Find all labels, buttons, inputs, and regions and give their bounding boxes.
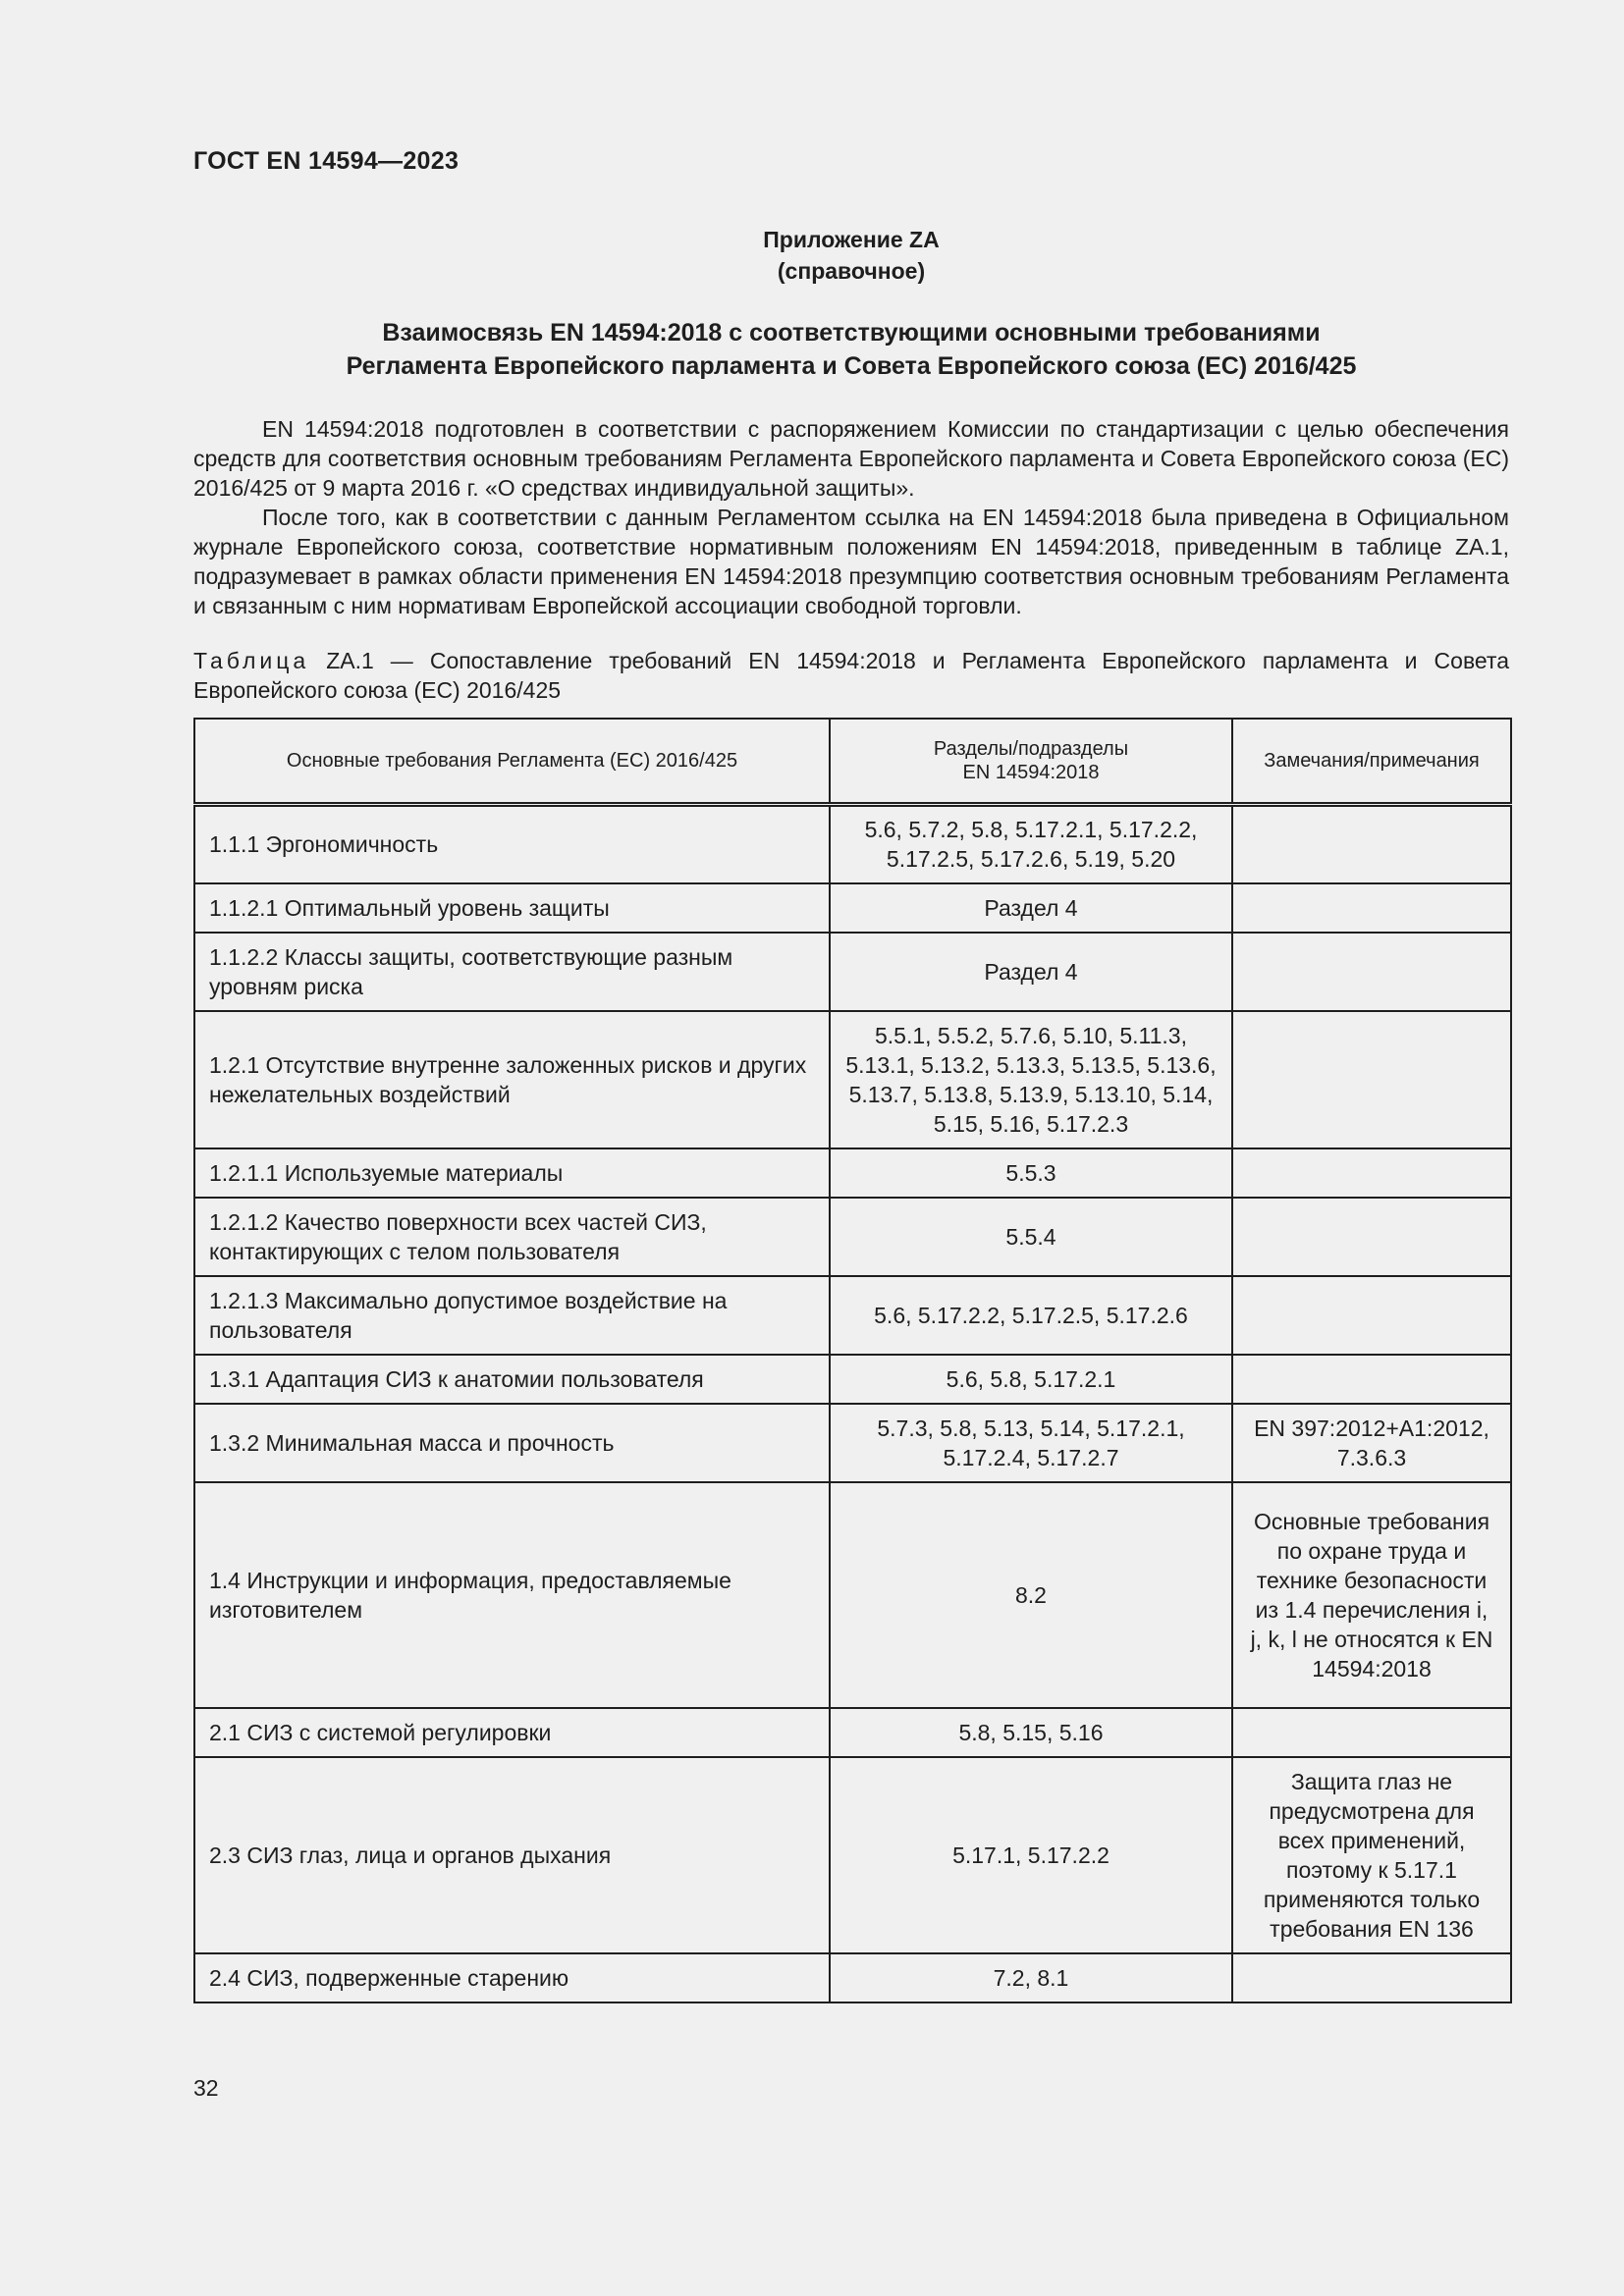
- page-number: 32: [193, 2075, 219, 2101]
- annex-title: Приложение ZA: [763, 227, 940, 252]
- table-row: [194, 933, 1511, 1011]
- requirements-table: [193, 718, 1512, 2003]
- remarks-cell: EN 397:2012+A1:2012, 7.3.6.3: [1232, 1404, 1511, 1482]
- requirement-cell: 2.4 СИЗ, подверженные старению: [194, 1953, 830, 2002]
- sections-cell: 5.5.4: [830, 1198, 1232, 1276]
- table-row: [194, 1148, 1511, 1198]
- header-sections-line-1: Разделы/подразделы: [933, 738, 1129, 760]
- document-code: ГОСТ EN 14594—2023: [193, 147, 460, 175]
- remarks-cell: [1232, 805, 1511, 883]
- remarks-cell: Защита глаз не предусмотрена для всех применений, поэтому к 5.17.1 применяются только требования EN 136: [1232, 1757, 1511, 1953]
- remarks-cell: [1232, 1953, 1511, 2002]
- requirement-cell: 1.3.1 Адаптация СИЗ к анатомии пользователя: [194, 1355, 830, 1404]
- table-row: [194, 1355, 1511, 1404]
- annex-heading: [193, 224, 1509, 287]
- remarks-cell: [1232, 1355, 1511, 1404]
- remarks-cell: [1232, 1198, 1511, 1276]
- table-row: [194, 883, 1511, 933]
- requirement-cell: 1.2.1.2 Качество поверхности всех частей СИЗ, контактирующих с телом пользователя: [194, 1198, 830, 1276]
- annex-main-title: [193, 316, 1509, 383]
- header-sections-line-2: EN 14594:2018: [962, 762, 1100, 783]
- table-row: [194, 1482, 1511, 1708]
- remarks-cell: [1232, 933, 1511, 1011]
- requirement-cell: 1.1.2.2 Классы защиты, соответствующие разным уровням риска: [194, 933, 830, 1011]
- table-row: [194, 1276, 1511, 1355]
- table-caption-text: ZA.1 — Сопоставление требований EN 14594:2018 и Регламента Европейского парламента и Совета Европейского союза (ЕС) 2016/425: [193, 648, 1509, 703]
- intro-paragraph-2: После того, как в соответствии с данным Регламентом ссылка на EN 14594:2018 была приведена в Официальном журнале Европейского союза, соответствие нормативным положениям EN 14594:2018, приведенным в таблице ZA.1, подразумевает в рамках области применения EN 14594:2018 презумпцию соответствия основным требованиям Регламента и связанным с ним нормативам Европейской ассоциации свободной торговли.: [193, 505, 1509, 618]
- requirement-cell: 1.3.2 Минимальная масса и прочность: [194, 1404, 830, 1482]
- remarks-cell: [1232, 1276, 1511, 1355]
- sections-cell: Раздел 4: [830, 883, 1232, 933]
- requirement-cell: 1.2.1.3 Максимально допустимое воздействие на пользователя: [194, 1276, 830, 1355]
- table-row: [194, 1708, 1511, 1757]
- title-line-2: Регламента Европейского парламента и Совета Европейского союза (ЕС) 2016/425: [346, 352, 1357, 380]
- remarks-cell: Основные требования по охране труда и технике безопасности из 1.4 перечисления i, j, k, l не относятся к EN 14594:2018: [1232, 1482, 1511, 1708]
- sections-cell: 8.2: [830, 1482, 1232, 1708]
- sections-cell: 7.2, 8.1: [830, 1953, 1232, 2002]
- requirement-cell: 1.2.1 Отсутствие внутренне заложенных рисков и других нежелательных воздействий: [194, 1011, 830, 1148]
- sections-cell: 5.8, 5.15, 5.16: [830, 1708, 1232, 1757]
- sections-cell: 5.7.3, 5.8, 5.13, 5.14, 5.17.2.1, 5.17.2.4, 5.17.2.7: [830, 1404, 1232, 1482]
- table-row: [194, 1011, 1511, 1148]
- header-requirements: Основные требования Регламента (ЕС) 2016/425: [194, 719, 830, 805]
- table-caption-label: Таблица: [193, 648, 310, 673]
- table-header-row: [194, 719, 1511, 805]
- annex-subtitle: (справочное): [777, 258, 926, 284]
- intro-paragraph-1: EN 14594:2018 подготовлен в соответствии с распоряжением Комиссии по стандартизации с целью обеспечения средств для соответствия основным требованиям Регламента Европейского парламента и Совета Европейского союза (ЕС) 2016/425 от 9 марта 2016 г. «О средствах индивидуальной защиты».: [193, 416, 1509, 501]
- requirement-cell: 1.1.1 Эргономичность: [194, 805, 830, 883]
- sections-cell: 5.5.3: [830, 1148, 1232, 1198]
- sections-cell: 5.6, 5.17.2.2, 5.17.2.5, 5.17.2.6: [830, 1276, 1232, 1355]
- requirement-cell: 2.1 СИЗ с системой регулировки: [194, 1708, 830, 1757]
- table-row: [194, 805, 1511, 883]
- title-line-1: Взаимосвязь EN 14594:2018 с соответствующими основными требованиями: [382, 319, 1321, 347]
- table-row: [194, 1953, 1511, 2002]
- sections-cell: 5.5.1, 5.5.2, 5.7.6, 5.10, 5.11.3, 5.13.1, 5.13.2, 5.13.3, 5.13.5, 5.13.6, 5.13.7, 5.13.8, 5.13.9, 5.13.10, 5.14, 5.15, 5.16, 5.17.2.3: [830, 1011, 1232, 1148]
- table-row: [194, 1757, 1511, 1953]
- sections-cell: Раздел 4: [830, 933, 1232, 1011]
- sections-cell: 5.17.1, 5.17.2.2: [830, 1757, 1232, 1953]
- remarks-cell: [1232, 1708, 1511, 1757]
- requirement-cell: 2.3 СИЗ глаз, лица и органов дыхания: [194, 1757, 830, 1953]
- remarks-cell: [1232, 1148, 1511, 1198]
- header-remarks: Замечания/примечания: [1232, 719, 1511, 805]
- header-sections: [830, 719, 1232, 805]
- table-row: [194, 1198, 1511, 1276]
- requirement-cell: 1.1.2.1 Оптимальный уровень защиты: [194, 883, 830, 933]
- requirement-cell: 1.2.1.1 Используемые материалы: [194, 1148, 830, 1198]
- remarks-cell: [1232, 883, 1511, 933]
- table-row: [194, 1404, 1511, 1482]
- remarks-cell: [1232, 1011, 1511, 1148]
- requirement-cell: 1.4 Инструкции и информация, предоставляемые изготовителем: [194, 1482, 830, 1708]
- sections-cell: 5.6, 5.8, 5.17.2.1: [830, 1355, 1232, 1404]
- table-caption: [193, 646, 1509, 705]
- intro-text: [193, 414, 1509, 620]
- sections-cell: 5.6, 5.7.2, 5.8, 5.17.2.1, 5.17.2.2, 5.17.2.5, 5.17.2.6, 5.19, 5.20: [830, 805, 1232, 883]
